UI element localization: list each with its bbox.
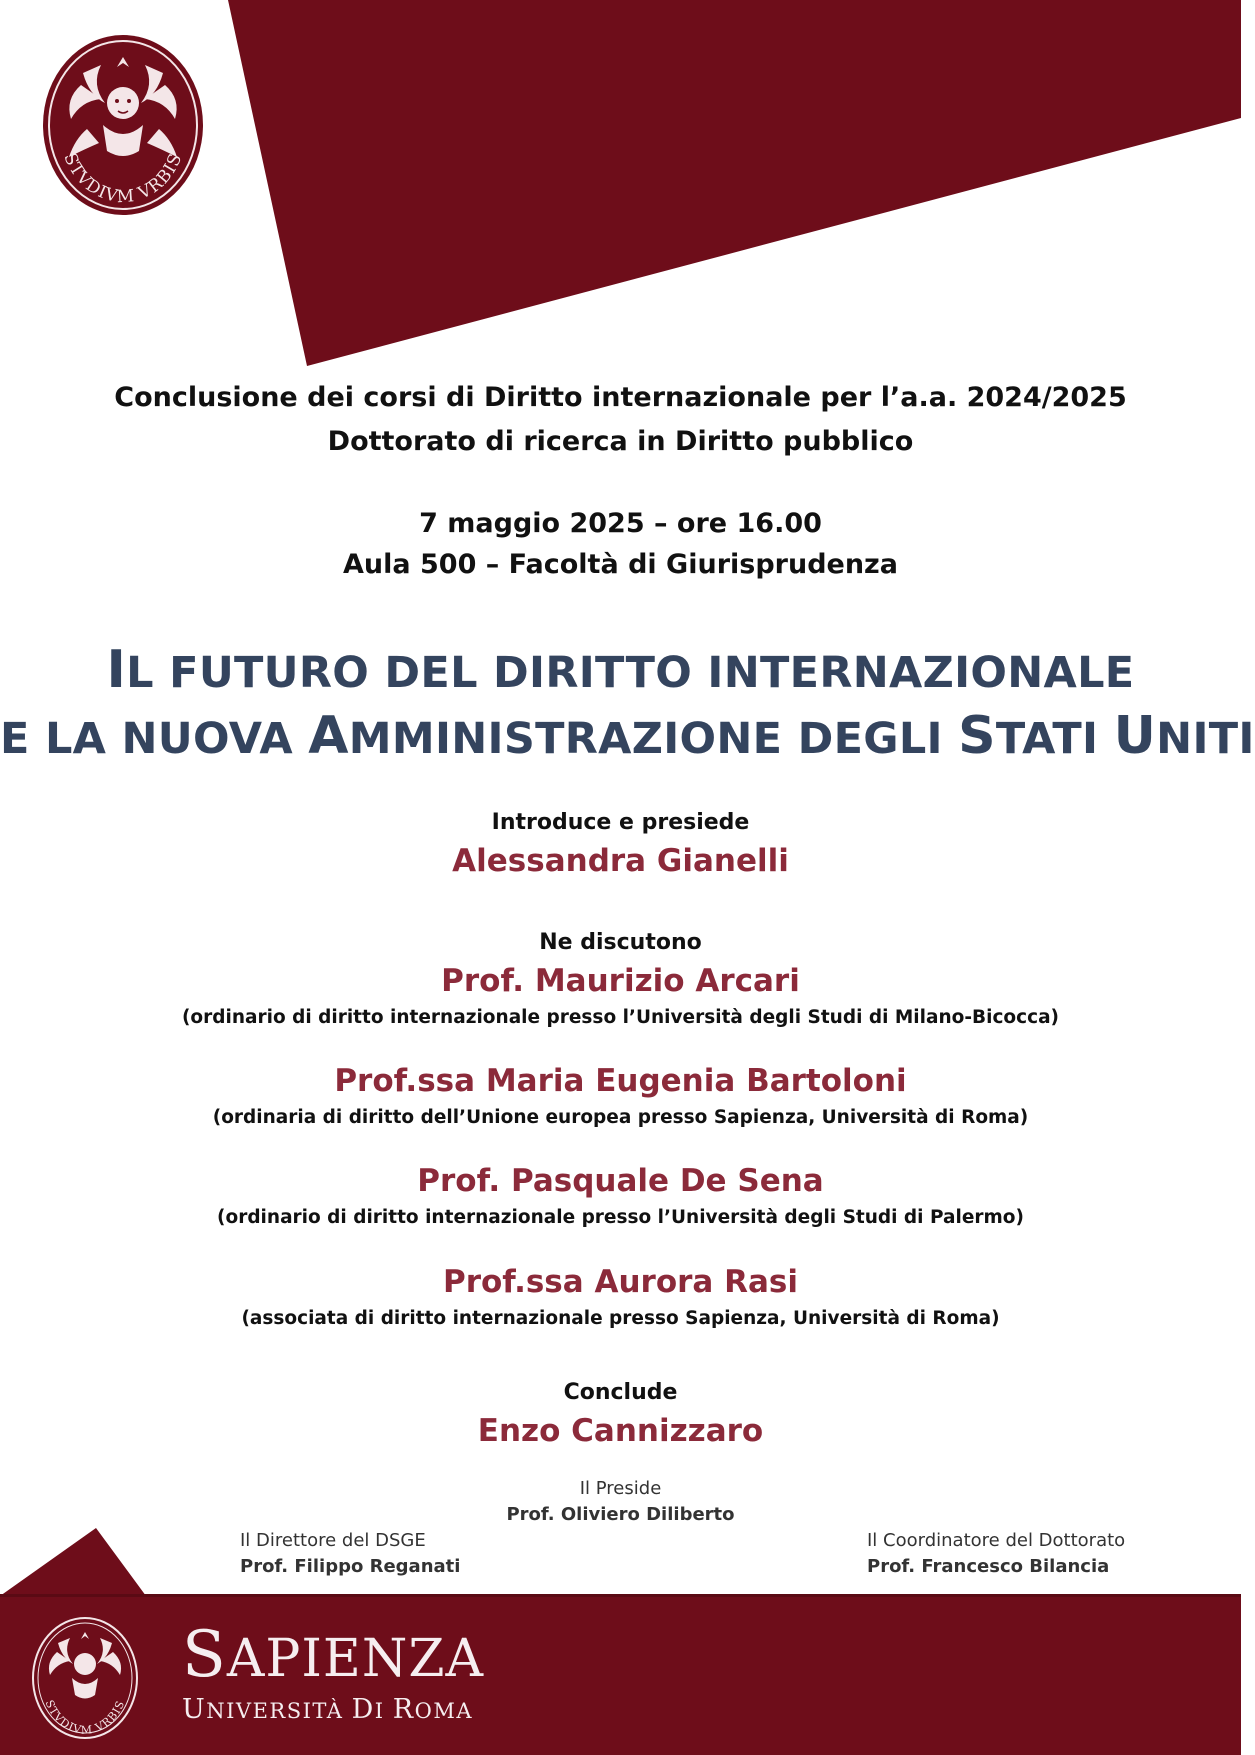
discussant-name: Prof.ssa Maria Eugenia Bartoloni	[334, 1063, 907, 1099]
event-title-line-1: IL FUTURO DEL DIRITTO INTERNAZIONALE	[106, 640, 1135, 700]
conclusion-label: Conclude	[563, 1380, 678, 1405]
event-date: 7 maggio 2025 – ore 16.00	[419, 508, 822, 539]
director-role: Il Direttore del DSGE	[240, 1530, 426, 1551]
course-conclusion-line: Conclusione dei corsi di Diritto internazionale per l’a.a. 2024/2025	[114, 382, 1127, 413]
wordmark-sub: UNIVERSITÀ DI ROMA	[182, 1694, 473, 1725]
coordinator-name: Prof. Francesco Bilancia	[867, 1556, 1110, 1577]
footer-seal-icon	[30, 1614, 140, 1742]
discussant-affiliation: (ordinaria di diritto dell’Unione europea presso Sapienza, Università di Roma)	[212, 1107, 1029, 1128]
event-title-line-2: E LA NUOVA AMMINISTRAZIONE DEGLI STATI UNITI	[0, 706, 1255, 766]
discussants-label: Ne discutono	[539, 930, 702, 955]
discussant-affiliation: (associata di diritto internazionale presso Sapienza, Università di Roma)	[241, 1308, 1000, 1329]
svg-text:STVDIVM VRBIS: STVDIVM VRBIS	[42, 1698, 128, 1737]
dean-signature	[0, 1478, 1241, 1525]
director-name: Prof. Filippo Reganati	[240, 1556, 461, 1577]
wordmark-main: SAPIENZA	[182, 1618, 485, 1692]
chair-name: Alessandra Gianelli	[452, 843, 789, 879]
discussant-affiliation: (ordinario di diritto internazionale presso l’Università degli Studi di Milano-Bicocca)	[181, 1007, 1060, 1028]
intro-label: Introduce e presiede	[491, 810, 750, 835]
sapienza-seal-icon	[41, 33, 205, 217]
discussant-name: Prof. Pasquale De Sena	[417, 1163, 824, 1199]
sapienza-wordmark	[182, 1620, 484, 1727]
top-banner-shape	[228, 0, 1241, 366]
phd-program-line: Dottorato di ricerca in Diritto pubblico	[327, 426, 914, 457]
svg-text:STVDIVM VRBIS: STVDIVM VRBIS	[59, 150, 187, 208]
coordinator-signature	[867, 1530, 1125, 1577]
director-signature	[240, 1530, 460, 1577]
coordinator-role: Il Coordinatore del Dottorato	[867, 1530, 1126, 1551]
discussant-affiliation: (ordinario di diritto internazionale presso l’Università degli Studi di Palermo)	[217, 1207, 1024, 1228]
conclusion-name: Enzo Cannizzaro	[477, 1413, 764, 1449]
discussant-name: Prof.ssa Aurora Rasi	[442, 1264, 798, 1300]
dean-role: Il Preside	[579, 1478, 662, 1499]
discussant-name: Prof. Maurizio Arcari	[441, 963, 800, 999]
event-venue: Aula 500 – Facoltà di Giurisprudenza	[343, 549, 898, 580]
dean-name: Prof. Oliviero Diliberto	[506, 1504, 735, 1525]
